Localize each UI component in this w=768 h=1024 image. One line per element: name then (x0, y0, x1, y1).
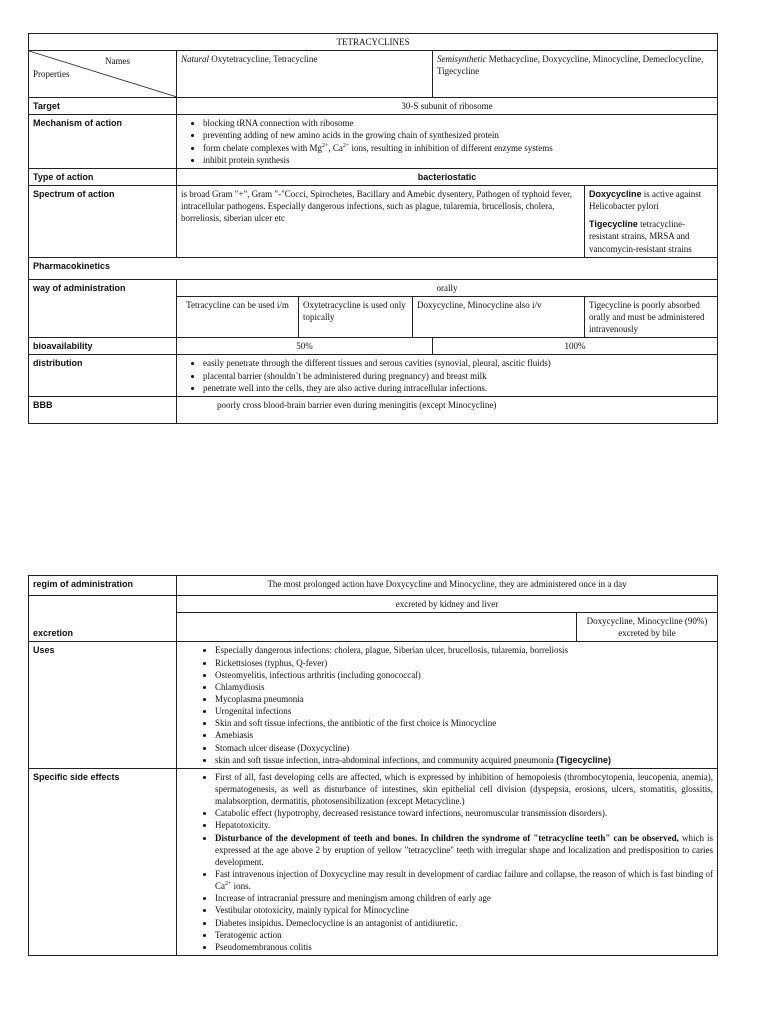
target-value: 30-S subunit of ribosome (177, 98, 718, 115)
way-doxycycline: Doxycycline, Minocycline also i/v (413, 296, 585, 337)
way-tetracycline: Tetracycline can be used i/m (177, 296, 299, 337)
distribution-label: distribution (29, 355, 177, 396)
bbb-label: BBB (29, 396, 177, 423)
type-of-action-label: Type of action (29, 168, 177, 185)
side-effects-label: Specific side effects (29, 768, 177, 955)
list-item: • Vestibular ototoxicity, mainly typical for Minocycline (215, 904, 713, 916)
list-item: • Teratogenic action (215, 929, 713, 941)
uses-cell (177, 642, 718, 768)
spectrum-notes (585, 185, 718, 257)
excretion-label: excretion (29, 596, 177, 642)
list-item: • Urogenital infections (215, 705, 713, 717)
side-effects-list (181, 771, 713, 953)
list-item: • placental barrier (shouldn`t be administered during pregnancy) and breast milk (203, 370, 713, 382)
distribution-cell (177, 355, 718, 396)
side-effects-cell (177, 768, 718, 955)
tigecycline-note: Tigecycline tetracycline-resistant strains, MRSA and vancomycin-resistant strains (589, 219, 692, 254)
regim-label: regim of administration (29, 576, 177, 596)
list-item: • inhibit protein synthesis (203, 154, 713, 166)
way-of-administration-value: orally (177, 279, 718, 296)
mechanism-cell (177, 115, 718, 169)
semisynthetic-drugs: Methacycline, Doxycycline, Minocycline, Demeclocycline, Tigecycline (437, 54, 704, 77)
excretion-empty (177, 613, 577, 642)
tetracyclines-table-continued (28, 575, 718, 956)
list-item: • Especially dangerous infections: cholera, plague, Siberian ulcer, brucellosis, tularemia, borreliosis (215, 644, 713, 656)
names-properties-corner (29, 51, 177, 98)
list-item: • Pseudomembranous colitis (215, 941, 713, 953)
list-item: • Stomach ulcer disease (Doxycycline) (215, 742, 713, 754)
bioavailability-label: bioavailability (29, 338, 177, 355)
excretion-doxycycline: Doxycycline, Minocycline (90%) excreted by bile (577, 613, 718, 642)
table-title: TETRACYCLINES (29, 34, 718, 51)
natural-heading: Natural (181, 54, 210, 65)
uses-label: Uses (29, 642, 177, 768)
spectrum-label: Spectrum of action (29, 185, 177, 257)
corner-names-label: Names (105, 56, 130, 67)
list-item: • Diabetes insipidus. Demeclocycline is an antagonist of antidiuretic. (215, 917, 713, 929)
list-item: • Rickettsioses (typhus, Q-fever) (215, 657, 713, 669)
list-item: • Disturbance of the development of teeth and bones. In children the syndrome of "tetracycline teeth" can be observed, which is expressed at the age above 2 by eruption of yellow "tetracycline" teeth with irregular shape and localization and predisposition to caries development. (215, 832, 713, 868)
corner-properties-label: Properties (33, 69, 70, 80)
mechanism-list (181, 117, 713, 166)
list-item: • preventing adding of new amino acids in the growing chain of synthesized protein (203, 129, 713, 141)
distribution-list (181, 357, 713, 393)
list-item: • form chelate complexes with $Mg^{2+}$, $Ca^{2+}$ ions, resulting in inhibition of different enzyme systems (203, 142, 713, 154)
list-item: • Increase of intracranial pressure and meningism among children of early age (215, 892, 713, 904)
list-item: • Mycoplasma pneumonia (215, 693, 713, 705)
bioavailability-natural: 50% (177, 338, 433, 355)
target-label: Target (29, 98, 177, 115)
excretion-value: excreted by kidney and liver (177, 596, 718, 613)
natural-group-cell (177, 51, 433, 98)
list-item: • Osteomyelitis, infectious arthritis (including gonococcal) (215, 669, 713, 681)
semisynthetic-group-cell (433, 51, 718, 98)
list-item: • First of all, fast developing cells are affected, which is expressed by inhibition of hemopoiesis (thrombocytopenia, leucopenia, anemia), spermatogenesis, as well as disturbance of intestines, skin epithelial cell division (dyspepsia, erosions, ulcers, stomatitis, glossitis, malabsorption, dermatitis, photosensibilization (except Metacycline.) (215, 771, 713, 807)
list-item: • Chlamydiosis (215, 681, 713, 693)
regim-value: The most prolonged action have Doxycycline and Minocycline, they are administered once in a day (177, 576, 718, 596)
way-oxytetracycline: Oxytetracycline is used only topically (299, 296, 413, 337)
natural-drugs: Oxytetracycline, Tetracycline (209, 54, 318, 65)
way-tigecycline: Tigecycline is poorly absorbed orally and must be administered intravenously (585, 296, 718, 337)
mechanism-label: Mechanism of action (29, 115, 177, 169)
list-item: • easily penetrate through the different tissues and serous cavities (synovial, pleural, ascitic fluids) (203, 357, 713, 369)
bioavailability-semisynthetic: 100% (433, 338, 718, 355)
tetracyclines-table (28, 33, 718, 424)
spectrum-text: is broad Gram "+", Gram "-"Cocci, Spirochetes, Bacillary and Amebic dysentery, Pathogen of typhoid fever, intracellular pathogens. Especially dangerous infections, such as plague, tularemia, brucellosis, cholera, borreliosis, siberian ulcer etc (177, 185, 585, 257)
list-item: • skin and soft tissue infection, intra-abdominal infections, and community acquired pneumonia (Tigecycline) (215, 754, 713, 766)
list-item: • Skin and soft tissue infections, the antibiotic of the first choice is Minocycline (215, 717, 713, 729)
list-item: • Amebiasis (215, 729, 713, 741)
way-of-administration-label: way of administration (29, 279, 177, 338)
list-item: • blocking tRNA connection with ribosome (203, 117, 713, 129)
list-item: • Fast intravenous injection of Doxycycline may result in development of cardiac failure and collapse, the reason of which is fast binding of $Ca^{2+}$ ions. (215, 868, 713, 892)
type-of-action-value: bacteriostatic (177, 168, 718, 185)
uses-list (181, 644, 713, 765)
semisynthetic-heading: Semisynthetic (437, 54, 487, 65)
bbb-value: poorly cross blood-brain barrier even during meningitis (except Minocycline) (177, 396, 718, 423)
pharmacokinetics-label: Pharmacokinetics (29, 257, 718, 279)
list-item: • Catabolic effect (hypotrophy, decreased resistance toward infections, neuromuscular transmission disorders). (215, 807, 713, 819)
doxycycline-note: Doxycycline is active against Helicobacter pylori (589, 188, 702, 212)
list-item: • Hepatotoxicity. (215, 819, 713, 831)
list-item: • penetrate well into the cells, they are also active during intracellular infections. (203, 382, 713, 394)
